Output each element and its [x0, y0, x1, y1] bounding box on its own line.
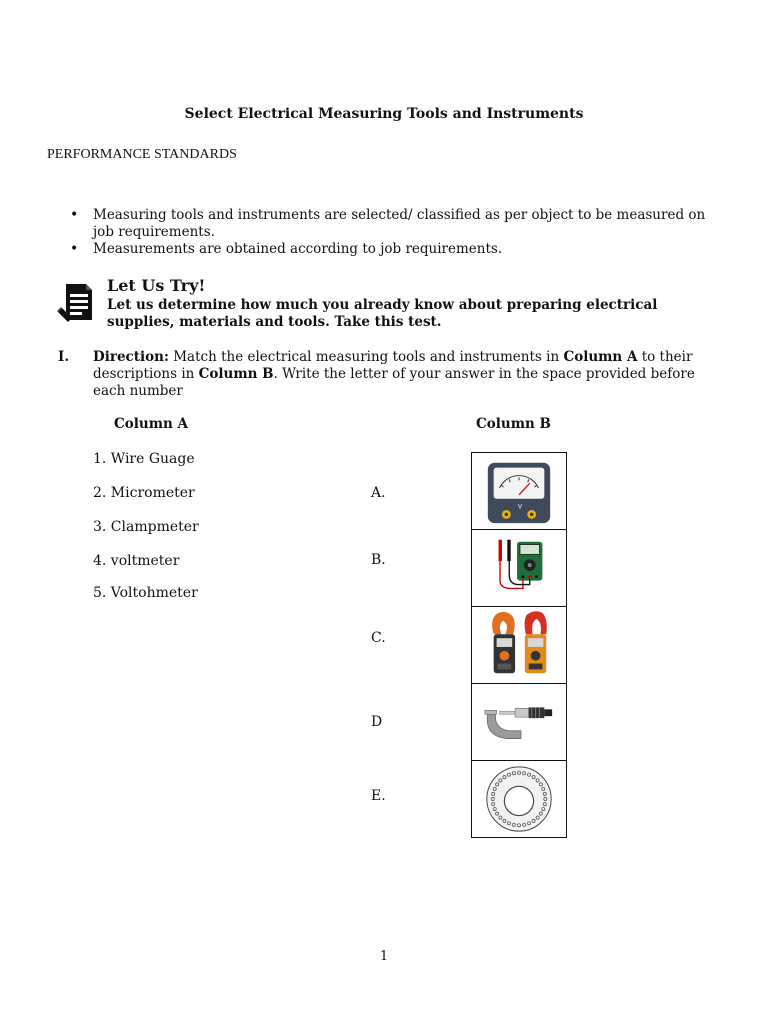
direction-text-part: Match the electrical measuring tools and instruments in [168, 349, 564, 365]
column-a-item: 4. voltmeter [93, 553, 180, 569]
column-b-letter: D [371, 714, 383, 730]
column-a-item: 1. Wire Guage [93, 451, 195, 467]
direction-text-part: to their descriptions in [93, 349, 693, 382]
clamp-meter-icon [471, 606, 567, 684]
performance-standards-list [70, 207, 710, 258]
direction-text-part: . Write the letter of your answer in the space provided before each number [93, 366, 695, 399]
column-b-letter: A. [371, 485, 386, 501]
column-a-item: 5. Voltohmeter [93, 585, 198, 601]
column-a-item: 2. Micrometer [93, 485, 195, 501]
digital-multimeter-icon [471, 529, 567, 607]
column-a-ref: Column A [563, 349, 638, 365]
direction-label: Direction: [93, 349, 169, 365]
column-b-ref: Column B [198, 366, 274, 382]
section-number: I. [58, 349, 70, 365]
document-pencil-icon [56, 282, 94, 324]
list-item: • Measurements are obtained according to job requirements. [70, 241, 710, 258]
let-us-try-instructions: Let us determine how much you already know about preparing electrical supplies, materials and tools. Take this test. [107, 297, 658, 330]
column-b-heading: Column B [476, 416, 551, 432]
column-a-heading: Column A [114, 416, 188, 432]
svg-text:V: V [518, 504, 523, 511]
column-b-letter: C. [371, 630, 386, 646]
column-b-letter: E. [371, 788, 386, 804]
direction-text [93, 349, 723, 400]
wire-gauge-icon [471, 760, 567, 838]
column-b-letter: B. [371, 552, 386, 568]
page-title: Select Electrical Measuring Tools and Instruments [184, 106, 584, 122]
micrometer-icon [471, 683, 567, 761]
list-item: • Measuring tools and instruments are selected/ classified as per object to be measured on job requirements. [70, 207, 710, 241]
page-number: 1 [379, 949, 389, 964]
let-us-try-title: Let Us Try! [107, 276, 206, 295]
column-a-item: 3. Clampmeter [93, 519, 199, 535]
performance-standards-heading: PERFORMANCE STANDARDS [47, 147, 237, 162]
analog-voltmeter-icon [471, 452, 567, 530]
